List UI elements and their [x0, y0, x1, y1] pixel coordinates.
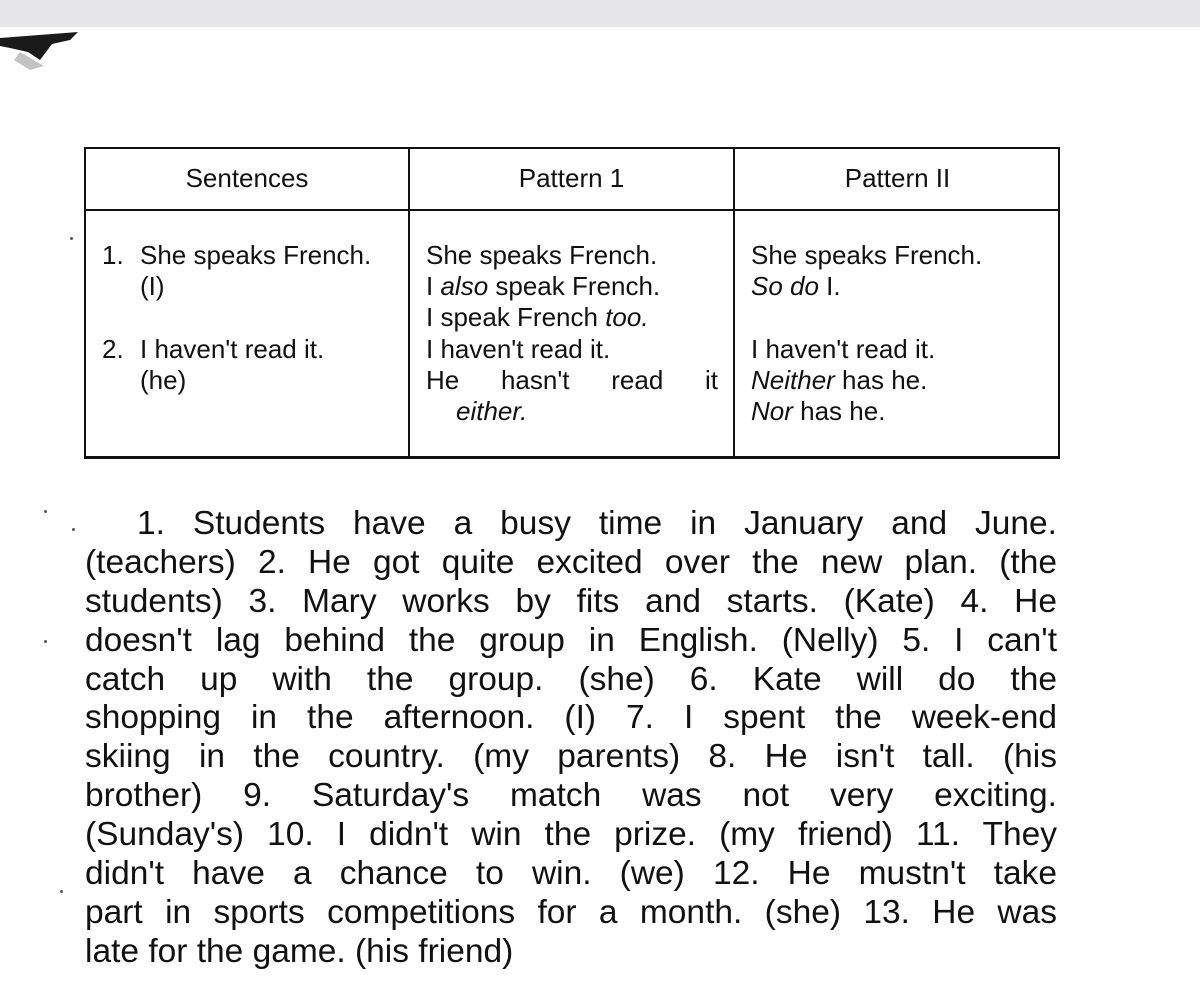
text-part: I speak French	[426, 302, 606, 332]
scan-speck	[44, 640, 47, 643]
emphasis: too.	[605, 302, 649, 332]
pattern-line: She speaks French.	[751, 240, 983, 270]
pattern-line	[751, 271, 841, 302]
pattern-line: I haven't read it.	[751, 334, 936, 364]
pattern-line	[426, 302, 649, 333]
emphasis: also	[440, 271, 489, 301]
pattern-line	[456, 396, 527, 427]
sentence-text: She speaks French.	[140, 240, 372, 270]
text-part: has he.	[792, 396, 886, 426]
sentence-cue: (I)	[140, 271, 165, 301]
sentence-cue: (he)	[140, 365, 187, 395]
exercise-line: late for the game. (his friend)	[85, 932, 514, 970]
pattern-line	[751, 365, 927, 396]
emphasis: Neither	[751, 365, 835, 395]
exercise-line: catch up with the group. (she) 6. Kate will do the	[85, 660, 1057, 698]
word: He	[426, 365, 460, 395]
exercise-line: (Sunday's) 10. I didn't win the prize. (my friend) 11. They	[85, 816, 1057, 854]
pattern-line	[426, 365, 718, 396]
exercise-line: part in sports competitions for a month. (she) 13. He was	[85, 893, 1057, 931]
pattern-line: She speaks French.	[426, 240, 658, 270]
column-header: Pattern II	[844, 163, 951, 193]
scan-smudge	[0, 30, 78, 72]
exercise-paragraph	[85, 505, 1057, 972]
column-sentences	[86, 149, 410, 456]
pattern-line	[426, 271, 660, 302]
word: hasn't	[500, 365, 570, 395]
text-part: speak French.	[488, 271, 661, 301]
emphasis: Nor	[751, 396, 793, 426]
column-pattern-1	[410, 149, 735, 456]
exercise-line: brother) 9. Saturday's match was not very exciting.	[85, 777, 1057, 815]
emphasis: So do	[751, 271, 819, 301]
scan-speck	[72, 528, 75, 531]
top-gray-bar	[0, 0, 1200, 27]
column-header: Sentences	[185, 163, 309, 193]
sentence-text: I haven't read it.	[140, 334, 325, 364]
word: read	[611, 365, 664, 395]
pattern-line	[751, 396, 885, 427]
column-pattern-2	[735, 149, 1060, 456]
scan-speck	[60, 890, 63, 893]
column-header: Pattern 1	[518, 163, 625, 193]
exercise-line: 1. Students have a busy time in January and June.	[137, 505, 1057, 542]
exercise-line: doesn't lag behind the group in English. (Nelly) 5. I can't	[85, 621, 1057, 659]
text-part: I.	[818, 271, 841, 301]
word: it	[704, 365, 718, 395]
pattern-table	[84, 147, 1060, 459]
text-part: I	[426, 271, 441, 301]
exercise-line: didn't have a chance to win. (we) 12. He mustn't take	[85, 855, 1057, 893]
exercise-line: shopping in the afternoon. (I) 7. I spent the week-end	[85, 699, 1057, 737]
row-number: 2.	[102, 334, 124, 364]
exercise-line: students) 3. Mary works by fits and starts. (Kate) 4. He	[85, 582, 1057, 620]
text-part: has he.	[834, 365, 928, 395]
scan-speck	[44, 510, 47, 513]
row-number: 1.	[102, 240, 124, 270]
exercise-line: skiing in the country. (my parents) 8. He isn't tall. (his	[85, 738, 1057, 776]
scan-speck	[70, 237, 73, 240]
emphasis: either.	[456, 396, 528, 426]
pattern-line: I haven't read it.	[426, 334, 611, 364]
exercise-line: (teachers) 2. He got quite excited over the new plan. (the	[85, 543, 1057, 581]
